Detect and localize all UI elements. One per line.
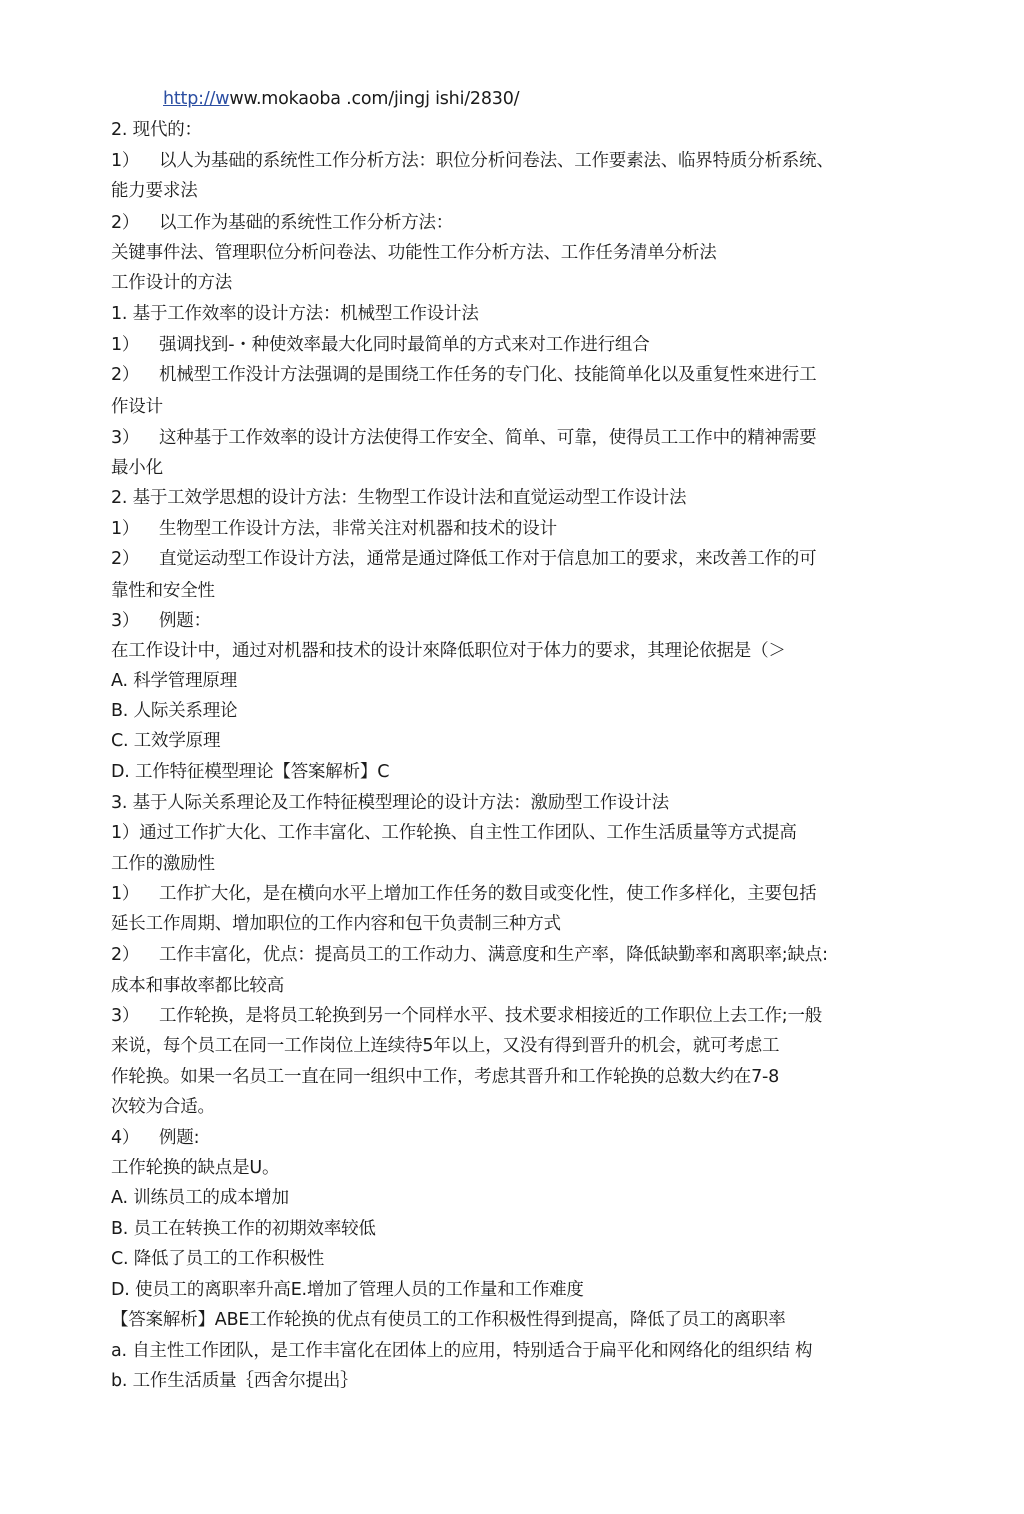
line-text: 能力要求法 — [111, 181, 198, 201]
line-text: 【答案解析】ABE工作轮换的优点有使员工的工作积极性得到提高，降低了员工的离职率 — [111, 1310, 786, 1330]
text-line — [111, 119, 202, 141]
line-text: b. 工作生活质量｛西舍尔提出｝ — [111, 1371, 358, 1391]
text-line — [111, 396, 163, 418]
line-text: 延长工作周期、增加职位的工作内容和包干负责制三种方式 — [111, 914, 561, 934]
list-number: 3） — [111, 428, 140, 448]
text-line — [111, 640, 786, 662]
list-number: 3） — [111, 611, 140, 631]
line-text: 工作的激励性 — [111, 854, 215, 874]
text-line — [111, 1127, 199, 1149]
line-text: 生物型工作设计方法，非常关注对机器和技术的设计 — [159, 519, 557, 539]
text-line — [111, 1370, 358, 1392]
text-line — [111, 1187, 289, 1209]
text-line — [111, 822, 797, 844]
line-text: 工作扩大化，是在横向水平上增加工作任务的数目或变化性，使工作多样化，主要包括 — [159, 884, 817, 904]
line-text: A. 训练员工的成本增加 — [111, 1188, 289, 1208]
line-text: B. 员工在转换工作的初期效率较低 — [111, 1219, 376, 1239]
text-line — [111, 364, 816, 386]
list-number: 1） — [111, 335, 140, 355]
line-text: 工作轮换的缺点是U。 — [111, 1158, 280, 1178]
text-line — [111, 670, 237, 692]
url-rest: ww.mokaoba .com/jingj ishi/2830/ — [229, 89, 520, 109]
text-line — [111, 272, 232, 294]
line-text: 3. 基于人际关系理论及工作特征模型理论的设计方法：激励型工作设计法 — [111, 793, 669, 813]
line-text: 强调找到-・种使效率最大化同时最简单的方式来对工作进行组合 — [159, 335, 650, 355]
list-number: 1） — [111, 884, 140, 904]
line-text: 1）通过工作扩大化、工作丰富化、工作轮换、自主性工作团队、工作生活质量等方式提高 — [111, 823, 797, 843]
list-number: 2） — [111, 945, 140, 965]
text-line — [111, 1248, 324, 1270]
text-line — [111, 1005, 822, 1027]
line-text: 2. 现代的： — [111, 120, 202, 140]
text-line — [111, 1218, 376, 1240]
text-line — [111, 1340, 812, 1362]
text-line — [111, 730, 220, 752]
line-text: 2. 基于工效学思想的设计方法：生物型工作设计法和直觉运动型工作设计法 — [111, 488, 687, 508]
text-line — [111, 761, 389, 783]
list-number: 2） — [111, 549, 140, 569]
line-text: 来说，每个员工在同一工作岗位上连续待5年以上，又没有得到晋升的机会，就可考虑工 — [111, 1036, 780, 1056]
line-text: 靠性和安全性 — [111, 581, 215, 601]
list-number: 2） — [111, 213, 140, 233]
text-line — [111, 1035, 779, 1057]
text-line — [111, 792, 669, 814]
text-line — [111, 580, 215, 602]
line-text: a. 自主性工作团队，是工作丰富化在团体上的应用，特别适合于扁平化和网络化的组织结 构 — [111, 1341, 813, 1361]
text-line — [111, 242, 717, 264]
line-text: 在工作设计中，通过对机器和技术的设计來降低职位对于体力的要求，其理论依据是（＞ — [111, 641, 786, 661]
list-number: 4） — [111, 1128, 140, 1148]
line-text: 工作丰富化，优点：提高员工的工作动力、满意度和生产率，降低缺勤率和离职率;缺点: — [159, 945, 828, 965]
line-text: 成本和事故率都比较高 — [111, 976, 284, 996]
line-text: 以工作为基础的系统性工作分析方法： — [159, 213, 454, 233]
text-line — [111, 548, 816, 570]
line-text: 这种基于工作效率的设计方法使得工作安全、简单、可靠，使得员工工作中的精神需要 — [159, 428, 817, 448]
line-text: D. 工作特征模型理论【答案解析】C — [111, 762, 390, 782]
line-text: 机械型工作没计方法强调的是围绕工作任务的专门化、技能简单化以及重复性來进行工 — [159, 365, 817, 385]
text-line — [111, 334, 650, 356]
text-line — [111, 1309, 786, 1331]
text-line — [111, 427, 816, 449]
text-line — [111, 1157, 279, 1179]
line-text: 作轮换。如果一名员工一直在同一组织中工作，考虑其晋升和工作轮换的总数大约在7-8 — [111, 1067, 780, 1087]
line-text: C. 工效学原理 — [111, 731, 221, 751]
text-line — [111, 487, 686, 509]
line-text: 工作设计的方法 — [111, 273, 233, 293]
text-line — [111, 303, 479, 325]
text-line — [111, 180, 198, 202]
line-text: B. 人际关系理论 — [111, 701, 238, 721]
line-text: 例题: — [159, 1128, 200, 1148]
line-text: 以人为基础的系统性工作分析方法：职位分析问卷法、工作要素法、临界特质分析系统、 — [159, 151, 834, 171]
list-number: 2） — [111, 365, 140, 385]
text-line — [111, 975, 284, 997]
line-text: 工作轮换，是将员工轮换到另一个同样水平、技术要求相接近的工作职位上去工作;一般 — [159, 1006, 823, 1026]
line-text: 1. 基于工作效率的设计方法：机械型工作设计法 — [111, 304, 479, 324]
text-line — [111, 700, 237, 722]
line-text: 作设计 — [111, 397, 163, 417]
line-text: D. 使员工的离职率升高E.增加了管理人员的工作量和工作难度 — [111, 1280, 584, 1300]
text-line — [111, 610, 211, 632]
text-line — [111, 150, 834, 172]
list-number: 1） — [111, 519, 140, 539]
list-number: 1） — [111, 151, 140, 171]
url-link[interactable]: http://w — [163, 89, 230, 109]
line-text: 最小化 — [111, 458, 163, 478]
text-line — [111, 944, 828, 966]
line-text: 直觉运动型工作设计方法，通常是通过降低工作对于信息加工的要求，来改善工作的可 — [159, 549, 817, 569]
text-line — [111, 1096, 215, 1118]
line-text: 关键事件法、管理职位分析问卷法、功能性工作分析方法、工作任务清单分析法 — [111, 243, 717, 263]
text-line — [111, 457, 163, 479]
text-line — [111, 212, 453, 234]
line-text: 次较为合适。 — [111, 1097, 215, 1117]
line-text: A. 科学管理原理 — [111, 671, 237, 691]
line-text: C. 降低了员工的工作积极性 — [111, 1249, 325, 1269]
source-url — [163, 88, 519, 110]
text-line — [111, 1279, 584, 1301]
list-number: 3） — [111, 1006, 140, 1026]
text-line — [111, 883, 816, 905]
text-line — [111, 518, 557, 540]
line-text: 例题： — [159, 611, 211, 631]
text-line — [111, 853, 215, 875]
text-line — [111, 913, 561, 935]
text-line — [111, 1066, 779, 1088]
